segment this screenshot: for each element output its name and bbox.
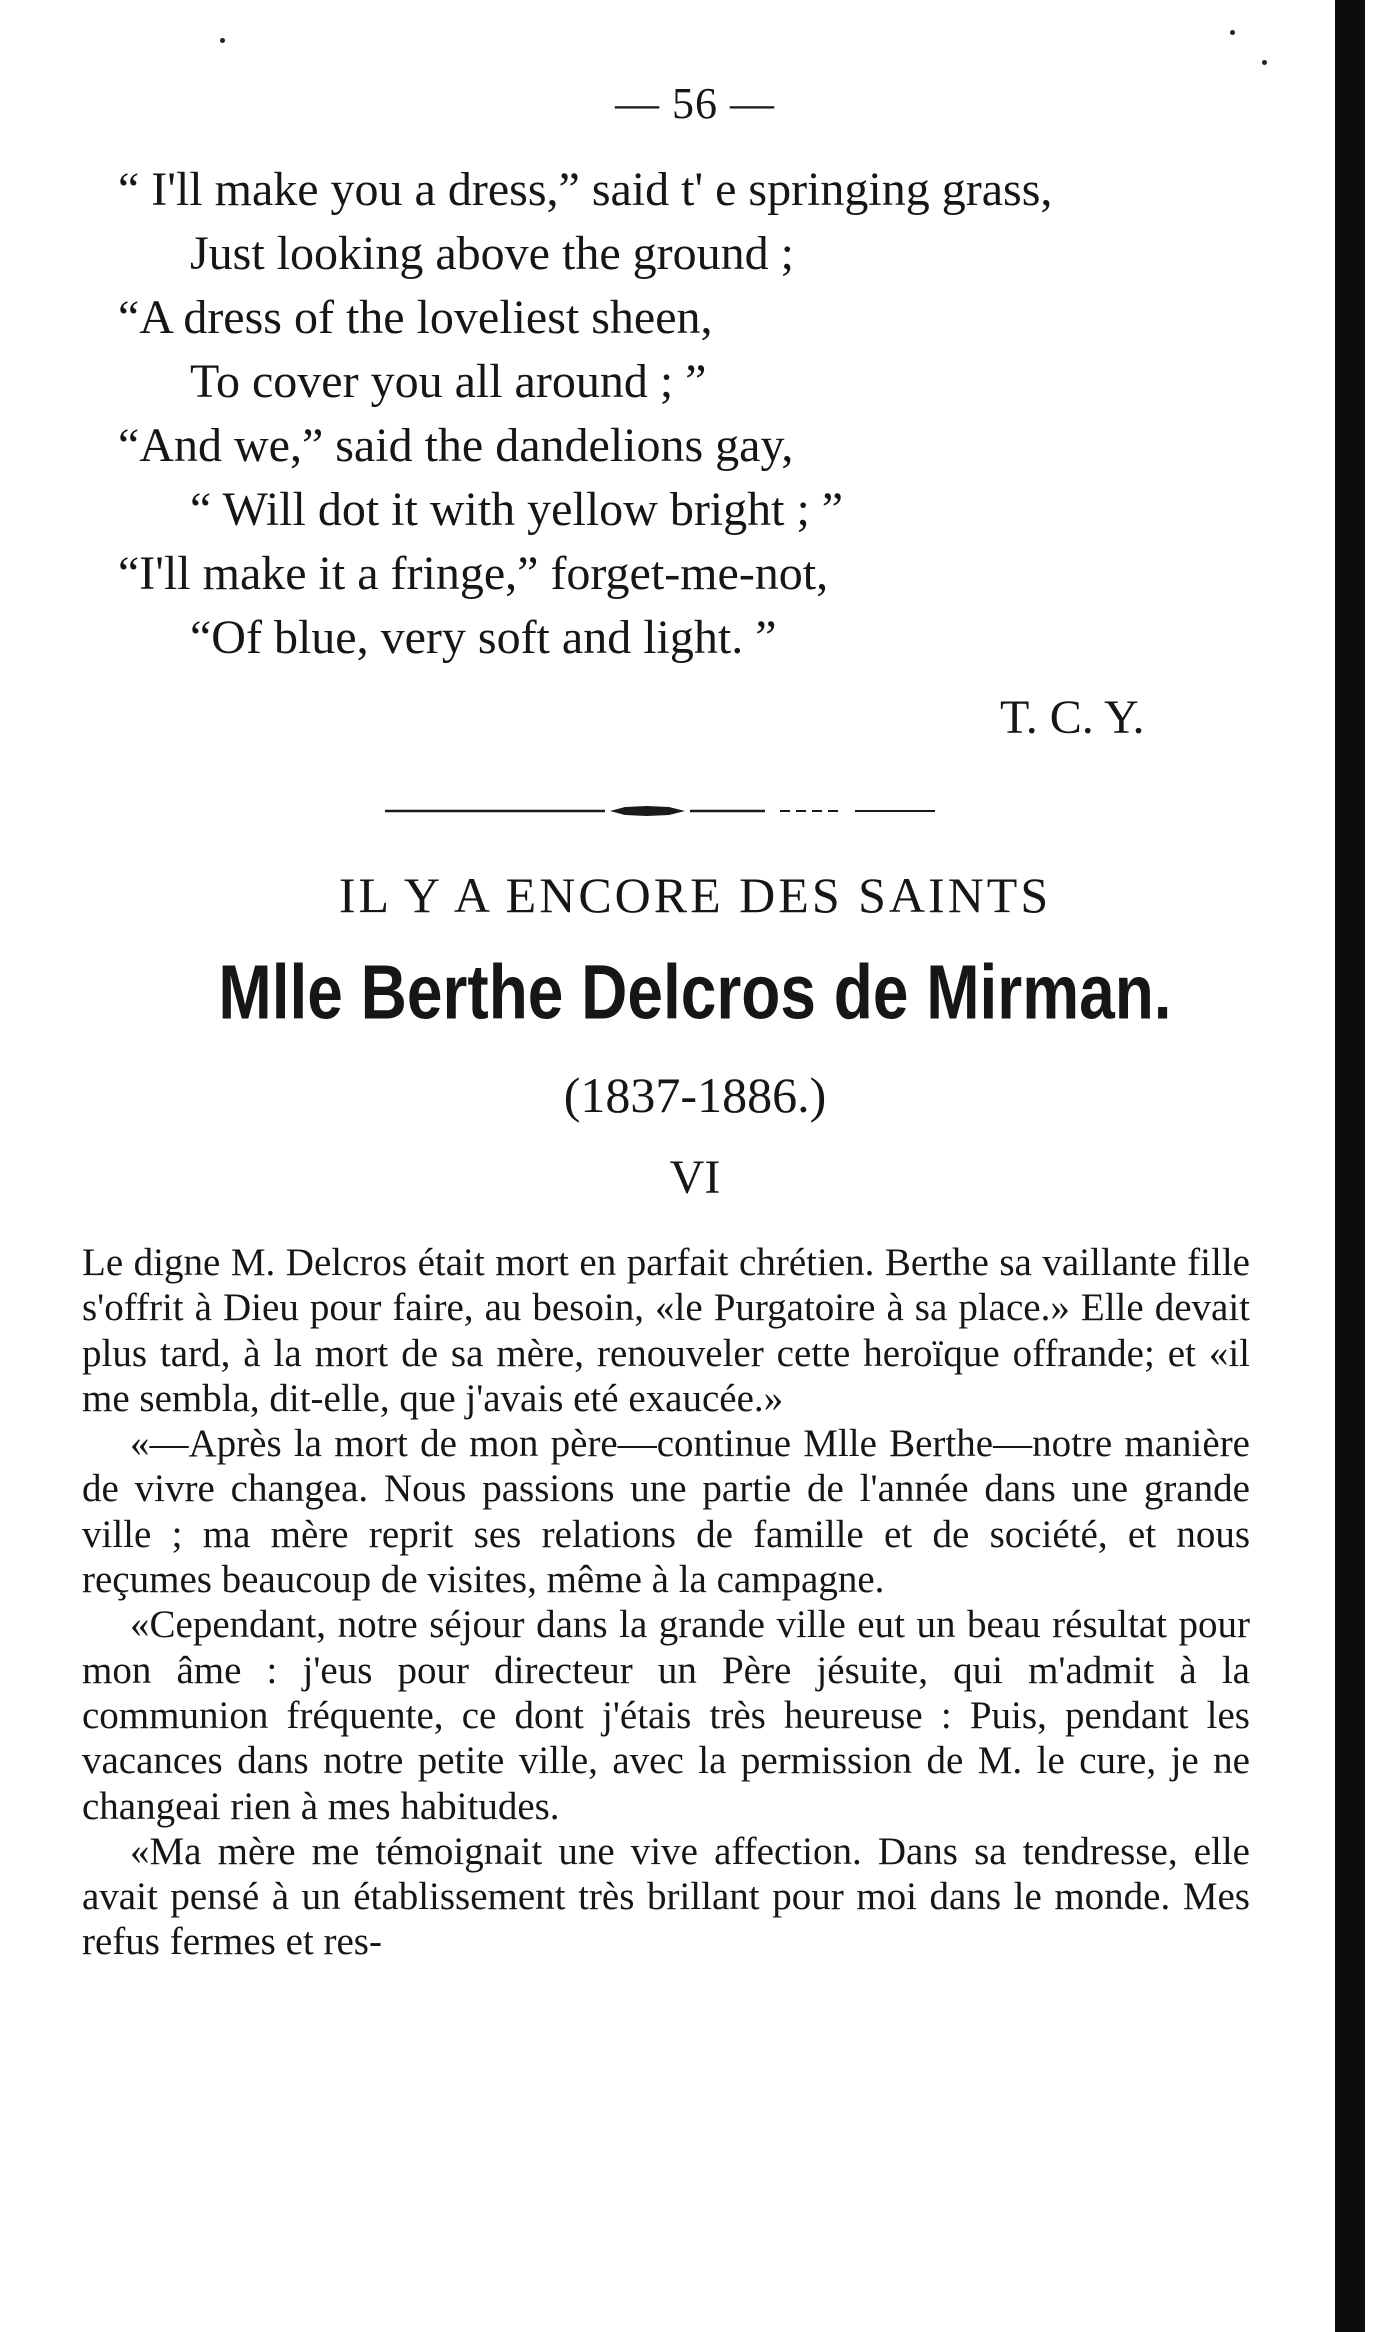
- ink-speck: [1230, 30, 1235, 35]
- ink-speck: [1262, 60, 1267, 65]
- poem-line: Just looking above the ground ;: [190, 227, 794, 280]
- body-paragraph: «Cependant, notre séjour dans la grande ville eut un beau résultat pour mon âme : j'eus pour directeur un Père jésuite, qui m'admit à la communion fréquente, ce dont j'étais très heureuse : Puis, pendant les vacances dans notre petite ville, avec la permission de M. le cure, je ne changeai rien à mes habitudes.: [82, 1603, 1250, 1828]
- life-dates: (1837-1886.): [563, 1067, 827, 1123]
- chapter-number: VI: [669, 1151, 721, 1204]
- article-subject-title: Mlle Berthe Delcros de Mirman.: [218, 948, 1172, 1036]
- poem-signature: T. C. Y.: [1000, 691, 1145, 744]
- poem-line: “ I'll make you a dress,” said t' e springing grass,: [118, 163, 1053, 216]
- ink-speck: [220, 38, 225, 43]
- poem-line: “ Will dot it with yellow bright ; ”: [190, 483, 844, 536]
- ornamental-divider: [385, 806, 935, 816]
- section-heading: IL Y A ENCORE DES SAINTS: [338, 867, 1052, 923]
- poem-line: “Of blue, very soft and light. ”: [190, 611, 777, 664]
- body-paragraph: «—Après la mort de mon père—continue Mlle Berthe—notre manière de vivre changea. Nous passions une partie de l'année dans une grande ville ; ma mère reprit ses relations de famille et de société, et nous reçumes beaucoup de visites, même à la campagne.: [82, 1422, 1250, 1602]
- poem-line: “And we,” said the dandelions gay,: [118, 419, 794, 472]
- page-number: — 56 —: [615, 79, 775, 128]
- article-body: [82, 1240, 1250, 1965]
- body-paragraph: Le digne M. Delcros était mort en parfait chrétien. Berthe sa vaillante fille s'offrit à Dieu pour faire, au besoin, «le Purgatoire à sa place.» Elle devait plus tard, à la mort de sa mère, renouveler cette heroïque offrande; et «il me sembla, dit-elle, que j'avais eté exaucée.»: [82, 1241, 1250, 1420]
- poem-line: “I'll make it a fringe,” forget-me-not,: [118, 547, 829, 600]
- body-paragraph: «Ma mère me témoignait une vive affection. Dans sa tendresse, elle avait pensé à un établissement très brillant pour moi dans le monde. Mes refus fermes et res-: [82, 1829, 1250, 1964]
- poem-line: “A dress of the loveliest sheen,: [118, 291, 713, 344]
- poem-line: To cover you all around ; ”: [190, 355, 707, 408]
